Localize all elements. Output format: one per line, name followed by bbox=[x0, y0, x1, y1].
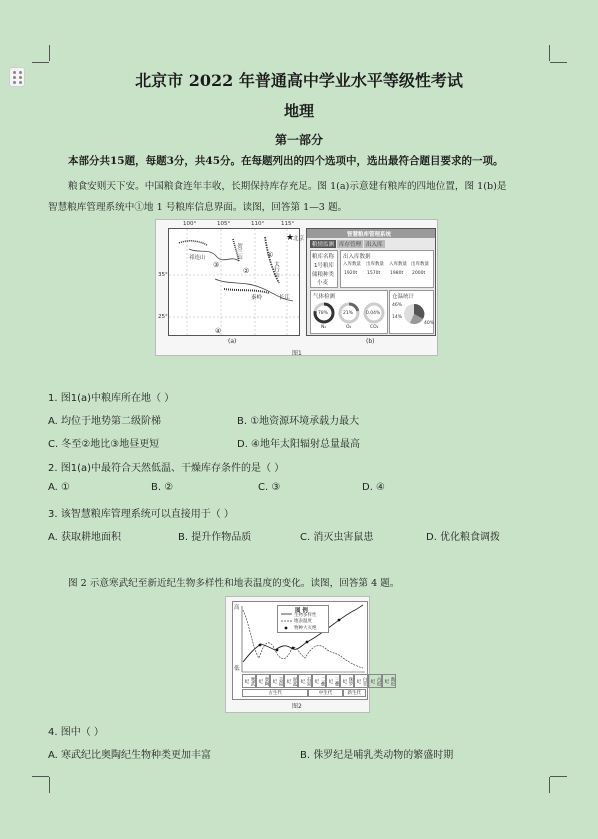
lon-label: 105° bbox=[217, 221, 231, 227]
lat-label: 25° bbox=[158, 314, 168, 320]
place-mark-3: ③ bbox=[213, 261, 220, 269]
lon-label: 110° bbox=[251, 221, 265, 227]
intro1-line2: 智慧粮库管理系统中①地 1 号粮库信息界面。读图，回答第 1—3 题。 bbox=[48, 202, 348, 213]
period-cell: 三叠纪 bbox=[326, 674, 340, 688]
period-cell: 古近纪 bbox=[368, 674, 382, 688]
ui-tab: 出入库 bbox=[366, 242, 383, 248]
question-3-option-a[interactable]: A. 获取耕地面积 bbox=[48, 532, 122, 543]
era-cell: 古生代 bbox=[242, 689, 308, 697]
question-1-stem: 1. 图1(a)中粮库所在地（ ） bbox=[48, 393, 175, 404]
ui-box-value: 1号粮库 bbox=[314, 263, 334, 269]
crop-mark-top-left-h bbox=[32, 62, 49, 63]
gauge-value: 78% bbox=[318, 311, 329, 316]
question-1-option-a[interactable]: A. 均位于地势第二级阶梯 bbox=[48, 416, 162, 427]
gauge-name: CO₂ bbox=[370, 325, 379, 330]
ui-col-value: 2000t bbox=[412, 271, 426, 276]
crop-mark-top-left-v bbox=[49, 45, 50, 61]
lat-label: 35° bbox=[158, 272, 168, 278]
crop-mark-top-right-h bbox=[550, 62, 567, 63]
part-heading: 第一部分 bbox=[274, 133, 323, 147]
question-4-option-b[interactable]: B. 侏罗纪是哺乳类动物的繁盛时期 bbox=[300, 750, 454, 761]
crop-mark-bottom-right-v bbox=[549, 777, 550, 793]
ui-col-label: 出库数量 bbox=[366, 262, 384, 267]
era-cell: 新生代 bbox=[343, 689, 366, 697]
question-2-option-c[interactable]: C. ③ bbox=[258, 482, 281, 493]
figure-1b-ui bbox=[306, 228, 436, 336]
figure-2-chart bbox=[232, 601, 395, 700]
question-2-option-a[interactable]: A. ① bbox=[48, 482, 70, 493]
question-2-stem: 2. 图1(a)中最符合天然低温、干燥库存条件的是（ ） bbox=[48, 463, 285, 474]
period-cell: 奥陶纪 bbox=[256, 674, 270, 688]
ui-col-label: 入库数量 bbox=[343, 262, 361, 267]
region-label: 长江 bbox=[279, 295, 291, 301]
ui-box-title: 粮库名称 bbox=[312, 254, 335, 260]
capital-star-icon: ★ bbox=[286, 233, 295, 243]
gauge-value: 21% bbox=[343, 311, 354, 316]
intro1-line1: 粮食安则天下安。中国粮食连年丰收，长期保持库存充足。图 1(a)示意建有粮库的四地位置，图 1(b)是 bbox=[68, 181, 507, 192]
ui-col-label: 入库数量 bbox=[389, 262, 407, 267]
gauge-name: N₂ bbox=[321, 325, 327, 330]
figure-1a-label: (a) bbox=[228, 338, 237, 345]
question-2-option-d[interactable]: D. ④ bbox=[362, 482, 386, 493]
region-label: 贺兰山 bbox=[236, 243, 242, 260]
era-row bbox=[242, 689, 366, 697]
chart-legend bbox=[277, 605, 329, 633]
ui-box-value: 小麦 bbox=[317, 280, 329, 286]
era-cell: 中生代 bbox=[308, 689, 342, 697]
place-mark-2: ② bbox=[243, 267, 250, 275]
beijing-label: 北京 bbox=[293, 236, 305, 242]
legend-item: 物种大灭绝 bbox=[294, 626, 317, 631]
question-4-stem: 4. 图中（ ） bbox=[48, 727, 104, 738]
period-cell: 寒武纪 bbox=[242, 674, 256, 688]
place-mark-1: ① bbox=[267, 251, 274, 259]
temp-value: 46% bbox=[392, 303, 403, 308]
period-cell: 二叠纪 bbox=[312, 674, 326, 688]
instruction-text: 本部分共15题，每题3分，共45分。在每题列出的四个选项中，选出最符合题目要求的一项。 bbox=[68, 155, 504, 167]
region-label: 太行山 bbox=[273, 261, 279, 278]
exam-title: 北京市 2022 年普通高中学业水平等级性考试 bbox=[135, 71, 463, 90]
ui-box-granary bbox=[310, 250, 338, 288]
question-1-option-c[interactable]: C. 冬至②地比③地昼更短 bbox=[48, 439, 160, 450]
crop-mark-top-right-v bbox=[549, 45, 550, 61]
question-4-option-a[interactable]: A. 寒武纪比奥陶纪生物种类更加丰富 bbox=[48, 750, 212, 761]
legend-title: 图 例 bbox=[295, 608, 308, 614]
y-axis-high-label: 高 bbox=[234, 605, 240, 611]
gauge-value: 0.04% bbox=[366, 311, 381, 316]
period-cell: 新近纪 bbox=[382, 674, 396, 688]
intro2-text: 图 2 示意寒武纪至新近纪生物多样性和地表温度的变化。读图，回答第 4 题。 bbox=[68, 578, 400, 589]
temp-value: 40% bbox=[424, 321, 435, 326]
temp-value: 14% bbox=[392, 315, 403, 320]
y-axis-low-label: 低 bbox=[234, 666, 240, 672]
ui-col-value: 1920t bbox=[344, 271, 358, 276]
ui-box-inout bbox=[340, 250, 434, 288]
ui-box-temp bbox=[389, 290, 434, 334]
period-cell: 石炭纪 bbox=[298, 674, 312, 688]
place-mark-4: ④ bbox=[215, 327, 222, 335]
region-label: 祁连山 bbox=[189, 255, 206, 261]
lon-label: 115° bbox=[281, 221, 295, 227]
question-2-option-b[interactable]: B. ② bbox=[151, 482, 174, 493]
figure-1b-label: (b) bbox=[366, 338, 375, 345]
gauge-name: O₂ bbox=[346, 325, 352, 330]
figure-1-caption: 图1 bbox=[292, 350, 302, 357]
ui-tab: 库存管理 bbox=[339, 242, 362, 248]
ui-box-title: 气体检测 bbox=[313, 294, 336, 300]
figure-2 bbox=[225, 596, 395, 713]
question-3-option-b[interactable]: B. 提升作物品质 bbox=[178, 532, 252, 543]
question-3-option-c[interactable]: C. 消灭虫害鼠患 bbox=[300, 532, 374, 543]
ui-col-value: 1980t bbox=[390, 271, 404, 276]
crop-mark-bottom-right-h bbox=[550, 776, 567, 777]
question-1-option-b[interactable]: B. ①地资源环境承载力最大 bbox=[237, 416, 360, 427]
legend-item: 地表温度 bbox=[294, 619, 312, 624]
lon-label: 100° bbox=[183, 221, 197, 227]
ui-box-title: 储粮种类 bbox=[312, 272, 335, 278]
ui-col-label: 出库数量 bbox=[411, 262, 429, 267]
ui-box-title: 仓温统计 bbox=[392, 294, 415, 300]
question-3-option-d[interactable]: D. 优化粮食调拨 bbox=[426, 532, 501, 543]
legend-item: 生物多样性 bbox=[294, 613, 317, 618]
figure-1a-map bbox=[158, 221, 305, 336]
crop-mark-bottom-left-h bbox=[32, 776, 49, 777]
period-row bbox=[242, 674, 395, 688]
ui-box-gas bbox=[310, 290, 388, 334]
period-cell: 志留纪 bbox=[270, 674, 284, 688]
figure-1 bbox=[155, 219, 438, 356]
period-cell: 泥盆纪 bbox=[284, 674, 298, 688]
ui-title: 智慧粮库管理系统 bbox=[347, 232, 392, 238]
period-cell: 侏罗纪 bbox=[340, 674, 354, 688]
ui-col-value: 1570t bbox=[367, 271, 381, 276]
ui-box-title: 出入库数据 bbox=[343, 254, 371, 260]
question-1-option-d[interactable]: D. ④地年太阳辐射总量最高 bbox=[237, 439, 361, 450]
figure-2-caption: 图2 bbox=[292, 703, 302, 710]
subject-title: 地理 bbox=[283, 102, 314, 120]
ui-tab: 粮情监测 bbox=[312, 242, 335, 248]
period-cell: 白垩纪 bbox=[354, 674, 368, 688]
question-3-stem: 3. 该智慧粮库管理系统可以直接用于（ ） bbox=[48, 509, 234, 520]
region-label: 秦岭 bbox=[251, 295, 263, 301]
crop-mark-bottom-left-v bbox=[49, 777, 50, 793]
